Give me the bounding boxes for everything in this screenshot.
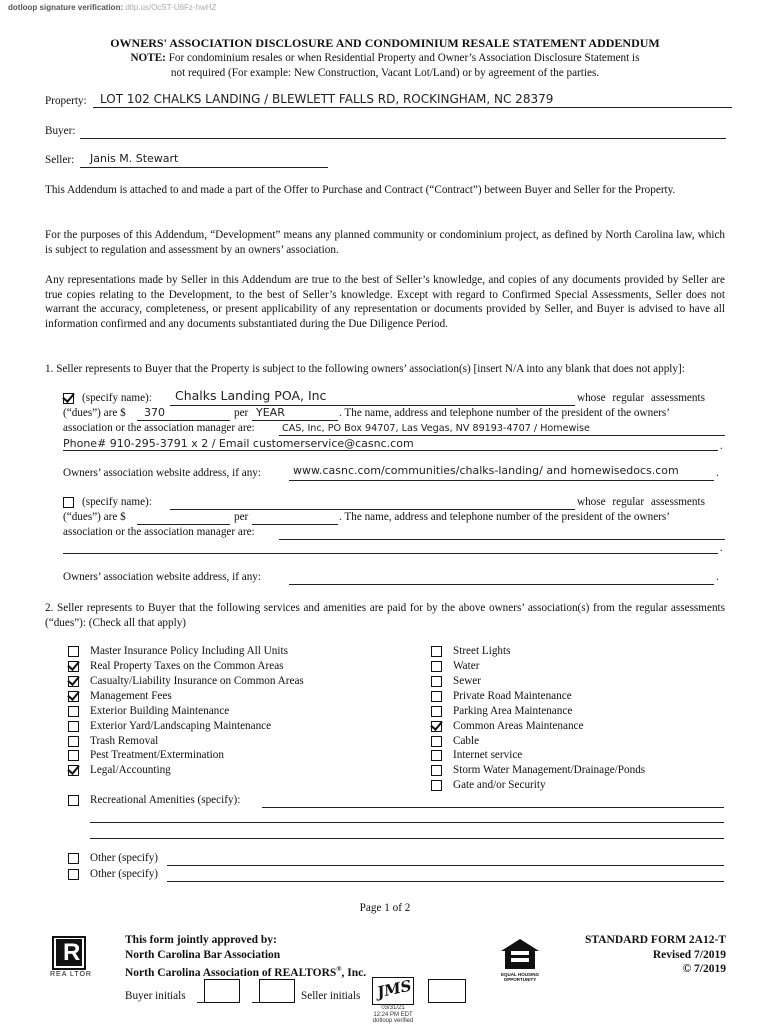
- recreational-field-3[interactable]: [90, 838, 724, 839]
- assoc2-specify: (specify name):: [82, 496, 152, 508]
- other-field[interactable]: [167, 881, 724, 882]
- paragraph-addendum: This Addendum is attached to and made a part of the Offer to Purchase and Contract (“Contract”) between Buyer and Seller for the Property.: [45, 184, 676, 196]
- note-label: NOTE:: [130, 52, 166, 64]
- amenity-checkbox[interactable]: [68, 646, 79, 657]
- amenity-checkbox[interactable]: [68, 721, 79, 732]
- assoc2-website-field[interactable]: [289, 584, 714, 585]
- amenity-label: Water: [453, 660, 480, 672]
- assoc2-website-label: Owners’ association website address, if any:: [63, 571, 262, 583]
- amenity-label: Gate and/or Security: [453, 779, 546, 791]
- assoc1-manager-line2: [63, 450, 718, 451]
- period: .: [720, 440, 723, 452]
- other-checkbox[interactable]: [68, 869, 79, 880]
- amenity-label: Cable: [453, 735, 480, 747]
- amenity-checkbox[interactable]: [431, 736, 442, 747]
- buyer-initials-box-1[interactable]: [204, 979, 240, 1003]
- section-1-text: 1. Seller represents to Buyer that the Property is subject to the following owners’ association(s) [insert N/A into any blank that does not apply]:: [45, 363, 685, 375]
- eho-text-2: OPPORTUNITY: [503, 977, 537, 982]
- assoc1-per-line: [252, 420, 338, 421]
- amenity-label: Real Property Taxes on the Common Areas: [90, 660, 284, 672]
- seller-initial-mark: JMS: [375, 976, 414, 1002]
- amenity-label: Private Road Maintenance: [453, 690, 572, 702]
- paragraph-development: For the purposes of this Addendum, “Development” means any planned community or condominium project, as defined by North Carolina law, which is subject to regulation and assessment by an owners’ association.: [45, 229, 725, 256]
- amenity-checkbox[interactable]: [68, 676, 79, 687]
- period: .: [716, 467, 719, 479]
- seller-label: Seller:: [45, 154, 75, 166]
- assoc1-manager-field[interactable]: CAS, Inc, PO Box 94707, Las Vegas, NV 89193-4707 / Homewise: [282, 423, 590, 434]
- other-label: Other (specify): [90, 868, 159, 880]
- note-line1: For condominium resales or when Residential Property and Owner’s Association Disclosure Statement is: [168, 52, 640, 64]
- property-label: Property:: [45, 95, 87, 107]
- amenity-label: Internet service: [453, 749, 523, 761]
- assoc2-manager-field[interactable]: [279, 539, 725, 540]
- form-copyright: © 7/2019: [682, 963, 726, 975]
- amenity-label: Sewer: [453, 675, 481, 687]
- realtor-logo-text: REA LTOR: [50, 971, 92, 978]
- verification-label: dotloop signature verification:: [8, 3, 124, 12]
- amenity-checkbox[interactable]: [431, 780, 442, 791]
- seller-initials-label: Seller initials: [301, 990, 361, 1002]
- assoc2-per-field[interactable]: [252, 524, 338, 525]
- period: .: [720, 542, 723, 554]
- seller-field[interactable]: Janis M. Stewart: [90, 152, 179, 165]
- assoc2-per-label: per: [234, 511, 249, 523]
- assoc2-manager-field-2[interactable]: [63, 553, 718, 554]
- amenity-checkbox[interactable]: [431, 706, 442, 717]
- buyer-initials-box-2[interactable]: [259, 979, 295, 1003]
- assoc1-tail: . The name, address and telephone number of the president of the owners’: [339, 407, 670, 419]
- amenity-checkbox[interactable]: [431, 750, 442, 761]
- form-revised: Revised 7/2019: [652, 948, 726, 961]
- assoc1-website-line: [289, 480, 714, 481]
- assoc1-dues-field[interactable]: 370: [144, 406, 165, 419]
- amenity-label: Management Fees: [90, 690, 172, 702]
- stamp-verified: dotloop verified: [372, 1018, 414, 1024]
- note-line2: not required (For example: New Construction, Vacant Lot/Land) or by agreement of the parties.: [170, 66, 600, 79]
- approval-line-1: This form jointly approved by:: [125, 934, 277, 946]
- other-field[interactable]: [167, 865, 724, 866]
- buyer-initials-label: Buyer initials: [125, 990, 186, 1002]
- assoc1-manager-field-2[interactable]: Phone# 910-295-3791 x 2 / Email customerservice@casnc.com: [63, 437, 414, 450]
- amenity-checkbox[interactable]: [68, 736, 79, 747]
- assoc2-dues-label: (“dues”) are $: [63, 511, 126, 523]
- assoc1-name-field[interactable]: Chalks Landing POA, Inc: [175, 388, 327, 403]
- assoc2-name-field[interactable]: [170, 509, 575, 510]
- approval-line-3: North Carolina Association of REALTORS®, Inc.: [125, 965, 367, 979]
- recreational-checkbox[interactable]: [68, 795, 79, 806]
- assoc2-dues-field[interactable]: [137, 524, 230, 525]
- amenity-label: Legal/Accounting: [90, 764, 171, 776]
- approval-block: [125, 933, 366, 980]
- assoc1-website-field[interactable]: www.casnc.com/communities/chalks-landing/ and homewisedocs.com: [293, 464, 679, 477]
- amenity-label: Street Lights: [453, 645, 511, 657]
- period: .: [716, 571, 719, 583]
- amenity-label: Master Insurance Policy Including All Units: [90, 645, 288, 657]
- form-info: [540, 933, 726, 977]
- other-checkbox[interactable]: [68, 853, 79, 864]
- amenity-label: Exterior Yard/Landscaping Maintenance: [90, 720, 272, 732]
- amenity-checkbox[interactable]: [431, 676, 442, 687]
- amenity-checkbox[interactable]: [431, 691, 442, 702]
- page-number: Page 1 of 2: [359, 902, 411, 914]
- note: [45, 51, 725, 80]
- assoc1-dues-label: (“dues”) are $: [63, 407, 126, 419]
- form-number: STANDARD FORM 2A12-T: [585, 934, 726, 946]
- amenity-label: Exterior Building Maintenance: [90, 705, 230, 717]
- assoc2-manager-label: association or the association manager are:: [63, 526, 255, 538]
- realtor-logo-icon: R REA LTOR: [50, 936, 90, 982]
- amenity-label: Parking Area Maintenance: [453, 705, 573, 717]
- assoc1-manager-line: [279, 435, 725, 436]
- assoc1-specify: (specify name):: [82, 392, 152, 404]
- amenity-checkbox[interactable]: [431, 661, 442, 672]
- seller-line: [80, 167, 328, 168]
- association-2-checkbox[interactable]: [63, 497, 74, 508]
- amenity-label: Storm Water Management/Drainage/Ponds: [453, 764, 646, 776]
- assoc1-per-field[interactable]: YEAR: [256, 406, 285, 419]
- recreational-label: Recreational Amenities (specify):: [90, 794, 241, 806]
- assoc2-whose: whose regular assessments: [577, 496, 705, 508]
- amenity-checkbox[interactable]: [68, 765, 79, 776]
- amenity-label: Trash Removal: [90, 735, 159, 747]
- amenity-checkbox[interactable]: [431, 721, 442, 732]
- assoc1-manager-label: association or the association manager are:: [63, 422, 255, 434]
- approval-line-2: North Carolina Bar Association: [125, 948, 281, 961]
- amenity-checkbox[interactable]: [431, 646, 442, 657]
- dotloop-stamp: [360, 1005, 426, 1025]
- assoc1-dues-line: [137, 420, 230, 421]
- document-title: OWNERS' ASSOCIATION DISCLOSURE AND CONDOMINIUM RESALE STATEMENT ADDENDUM: [110, 36, 660, 50]
- property-line: [93, 107, 732, 108]
- amenity-label: Common Areas Maintenance: [453, 720, 584, 732]
- amenity-checkbox[interactable]: [68, 750, 79, 761]
- amenity-label: Pest Treatment/Extermination: [90, 749, 224, 761]
- other-label: Other (specify): [90, 852, 159, 864]
- buyer-label: Buyer:: [45, 125, 76, 137]
- dotloop-verification: [8, 3, 217, 12]
- assoc1-name-line: [170, 405, 575, 406]
- property-field[interactable]: LOT 102 CHALKS LANDING / BLEWLETT FALLS RD, ROCKINGHAM, NC 28379: [100, 92, 554, 106]
- assoc1-website-label: Owners’ association website address, if any:: [63, 467, 262, 479]
- association-1-checkbox[interactable]: [63, 393, 74, 404]
- section-2-text: 2. Seller represents to Buyer that the following services and amenities are paid for by the above owners’ association(s) from the regular assessments (“dues”): (Check all that apply): [45, 602, 725, 629]
- stamp-time: 12:24 PM EDT: [373, 1011, 413, 1018]
- recreational-field-2[interactable]: [90, 822, 724, 823]
- amenity-checkbox[interactable]: [431, 765, 442, 776]
- assoc1-whose: whose regular assessments: [577, 392, 705, 404]
- seller-initials-box-1[interactable]: [372, 977, 414, 1005]
- amenity-checkbox[interactable]: [68, 706, 79, 717]
- equal-housing-icon: [497, 937, 543, 985]
- amenity-label: Casualty/Liability Insurance on Common Areas: [90, 675, 304, 687]
- amenity-checkbox[interactable]: [68, 691, 79, 702]
- stamp-date: 03/31/21: [381, 1005, 405, 1011]
- assoc1-per-label: per: [234, 407, 249, 419]
- paragraph-representations: Any representations made by Seller in this Addendum are true to the best of Seller’s knowledge, and copies of any documents provided by Seller are true copies relating to the Development, to the best of Seller’s knowledge. Except with regard to Confirmed Special Assessments, Seller does not warrant the accuracy, completeness, or present applicability of any representation or documents provided by Seller, and Buyer is advised to have all information confirmed and any documents substantiated during the Due Diligence Period.: [45, 274, 725, 330]
- seller-initials-box-2[interactable]: [428, 979, 466, 1003]
- amenity-checkbox[interactable]: [68, 661, 79, 672]
- buyer-field[interactable]: [80, 138, 726, 139]
- eho-text-1: EQUAL HOUSING: [501, 972, 539, 977]
- assoc2-tail: . The name, address and telephone number of the president of the owners’: [339, 511, 670, 523]
- verification-link[interactable]: dtlp.us/OcST-U6Fz-hwHZ: [125, 3, 217, 12]
- recreational-field[interactable]: [262, 807, 724, 808]
